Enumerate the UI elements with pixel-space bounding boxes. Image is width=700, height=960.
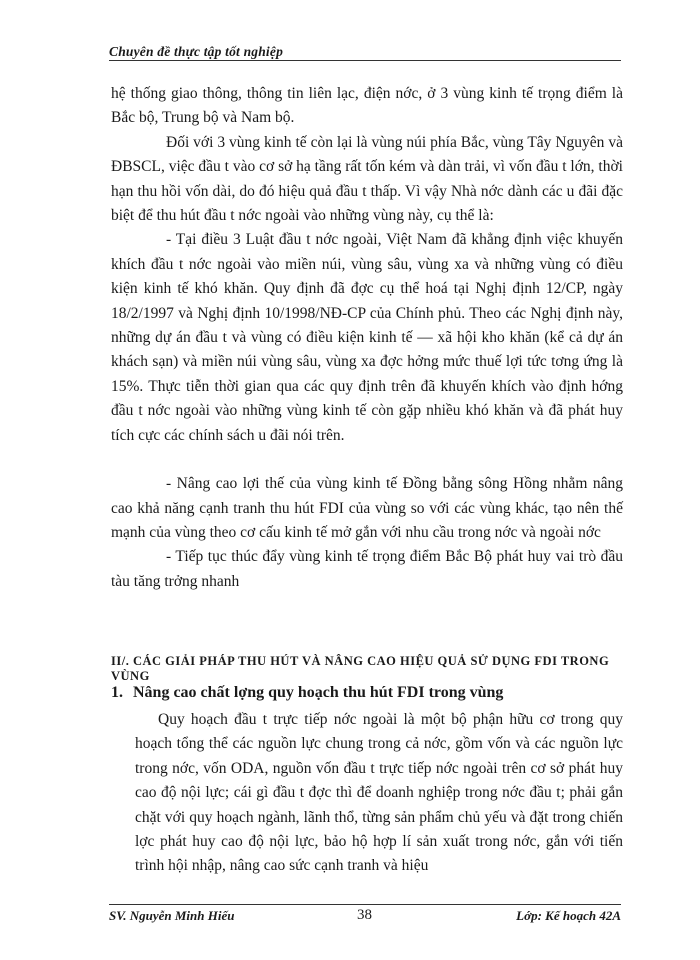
page-header	[109, 40, 621, 61]
header-title: Chuyên đề thực tập tốt nghiệp	[109, 44, 284, 59]
page-footer	[109, 904, 621, 927]
footer-class: Lớp: Kế hoạch 42A	[516, 908, 621, 923]
subsection-heading	[111, 684, 623, 702]
subsection-title: Nâng cao chất lợng quy hoạch thu hút FDI trong vùng	[133, 684, 504, 701]
paragraph: Quy hoạch đầu t trực tiếp nớc ngoài là một bộ phận hữu cơ trong quy hoạch tổng thể các nguồn lực chung trong cả nớc, gồm vốn và các nguồn lực trong nớc, vốn ODA, nguồn vốn đầu t trực tiếp nớc ngoài trên cơ sở phát huy cao độ nội lực; cái gì đầu t đợc thì để doanh nghiệp trong nớc đầu t; phải gắn chặt với quy hoạch ngành, lãnh thổ, từng sản phẩm chủ yếu và đặt trong chiến lợc phát huy cao độ nội lực, bảo hộ hợp lí sản xuất trong nớc, gắn với tiến trình hội nhập, nâng cao sức cạnh tranh và hiệu	[135, 711, 623, 875]
paragraph: - Tiếp tục thúc đẩy vùng kinh tế trọng điểm Bắc Bộ phát huy vai trò đầu tàu tăng trởng nhanh	[111, 548, 623, 590]
body-text	[111, 82, 623, 594]
paragraph: - Tại điều 3 Luật đầu t nớc ngoài, Việt Nam đã khẳng định việc khuyến khích đầu t nớc ngoài vào miền núi, vùng sâu, vùng xa và những vùng có điều kiện kinh tế khó khăn. Quy định đã đợc cụ thể hoá tại Nghị định 12/CP, ngày 18/2/1997 và Nghị định 10/1998/NĐ-CP của Chính phủ. Theo các Nghị định này, những dự án đầu t và vùng có điều kiện kinh tế — xã hội kho khăn (kể cả dự án khách sạn) và miền núi vùng sâu, vùng xa đợc hởng mức thuế lợi tức tơng ứng là 15%. Thực tiễn thời gian qua các quy định trên đã khuyến khích vào định hớng đầu t nớc ngoài vào những vùng kinh tế còn gặp nhiều khó khăn và đã phát huy tích cực các chính sách u đãi nói trên.	[111, 231, 623, 444]
section-heading: II/. CÁC GIẢI PHÁP THU HÚT VÀ NÂNG CAO HIỆU QUẢ SỬ DỤNG FDI TRONG VÙNG	[111, 654, 610, 683]
paragraph: - Nâng cao lợi thế của vùng kinh tế Đồng bằng sông Hồng nhằm nâng cao khả năng cạnh tranh thu hút FDI của vùng so với các vùng khác, tạo nên thế mạnh của vùng theo cơ cấu kinh tế mở gắn với nhu cầu trong nớc và ngoài nớc	[111, 475, 623, 541]
paragraph: hệ thống giao thông, thông tin liên lạc, điện nớc, ở 3 vùng kinh tế trọng điểm là Bắc bộ, Trung bộ và Nam bộ.	[111, 85, 623, 127]
page-number: 38	[357, 907, 372, 923]
paragraph: Đối với 3 vùng kinh tế còn lại là vùng núi phía Bắc, vùng Tây Nguyên và ĐBSCL, việc đầu t vào cơ sở hạ tầng rất tốn kém và dàn trải, vì vốn đầu t lớn, thời hạn thu hồi vốn dài, do đó hiệu quả đầu t thấp. Vì vậy Nhà nớc dành các u đãi đặc biệt để thu hút đầu t nớc ngoài vào những vùng này, cụ thể là:	[111, 133, 623, 225]
paragraph-gap	[111, 448, 623, 472]
footer-author: SV. Nguyễn Minh Hiếu	[109, 908, 235, 923]
section-body	[135, 708, 623, 879]
subsection-number: 1.	[111, 684, 123, 701]
